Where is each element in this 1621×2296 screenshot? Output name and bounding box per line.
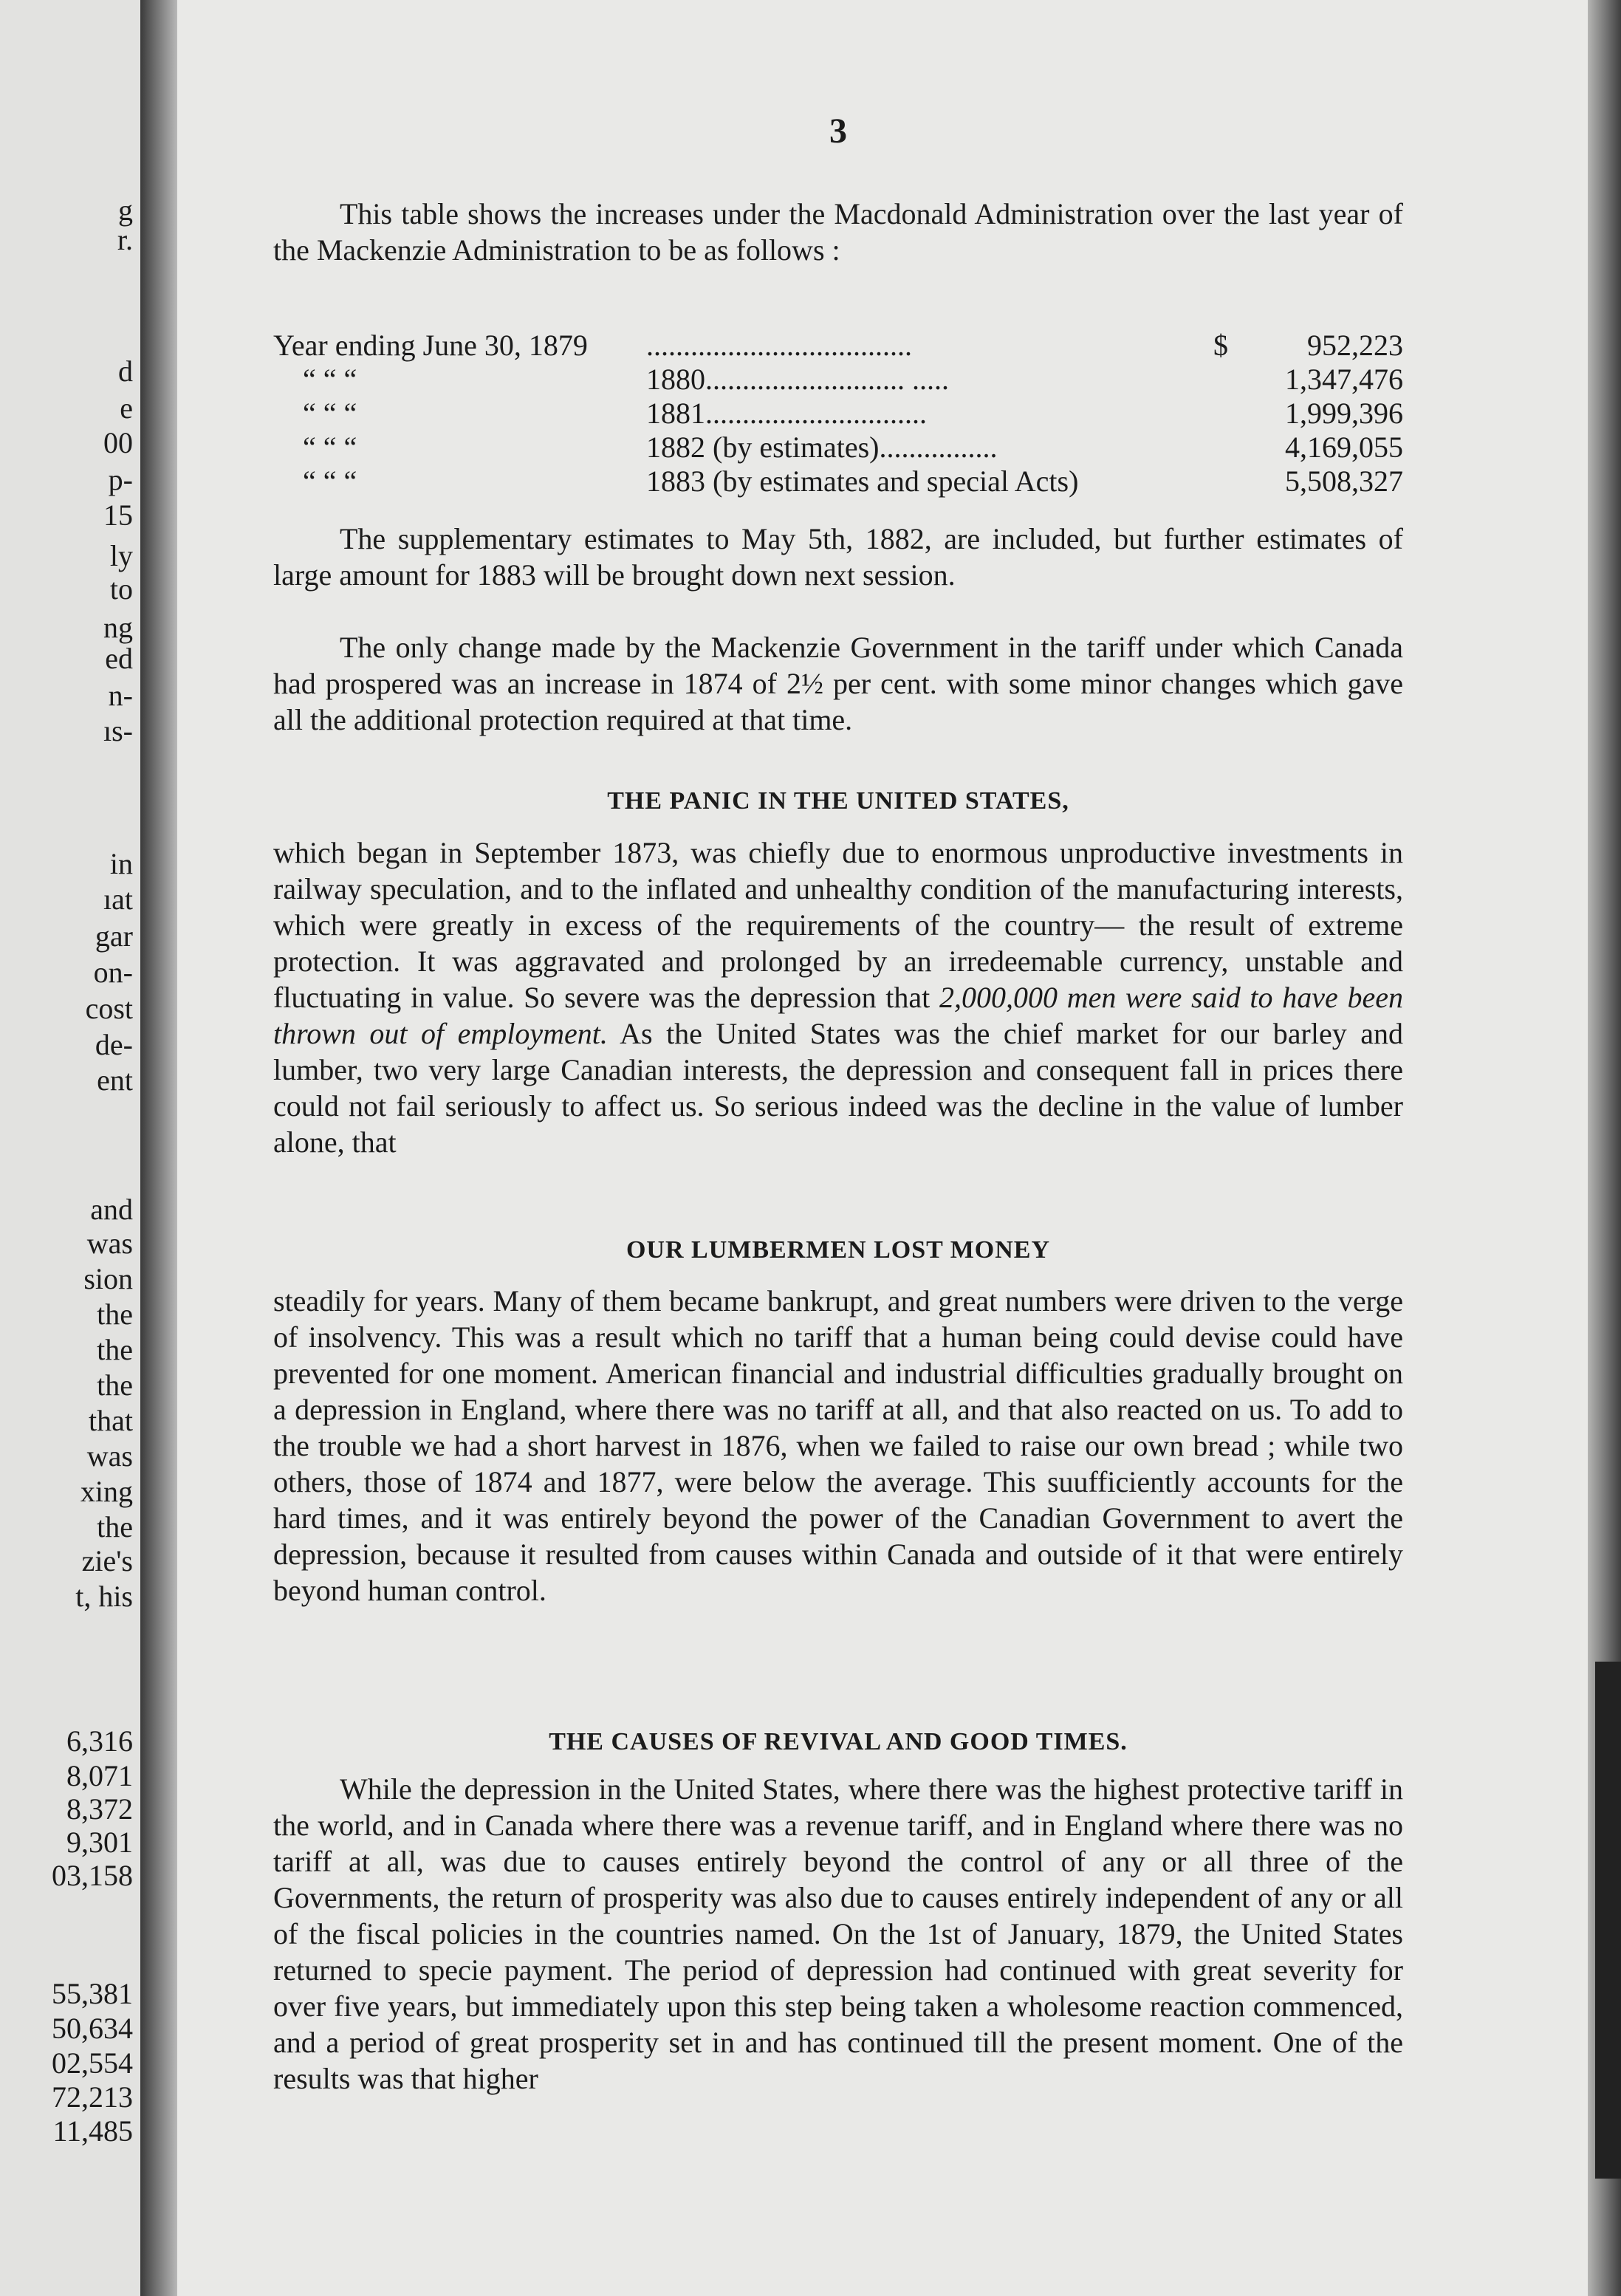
- dot-leader: ....................................: [646, 329, 912, 362]
- left-page-fragment: ng: [103, 611, 133, 644]
- left-page-fragment: 03,158: [52, 1859, 133, 1892]
- left-page-fragment: sion: [83, 1262, 133, 1295]
- left-page-fragment: was: [86, 1439, 133, 1473]
- table-row: [273, 431, 1403, 465]
- section-heading-lumbermen: OUR LUMBERMEN LOST MONEY: [626, 1236, 1051, 1264]
- left-page-fragment: ed: [105, 642, 133, 675]
- left-page-fragment: 55,381: [52, 1977, 133, 2010]
- table-row: [273, 363, 1403, 397]
- left-page-fragment: d: [118, 354, 133, 388]
- section-heading-panic: THE PANIC IN THE UNITED STATES,: [607, 787, 1069, 815]
- left-page-fragment: e: [120, 391, 133, 425]
- tariff-paragraph: The only change made by the Mackenzie Government in the tariff under which Canada had prospered was an increase in 1874 of 2½ per cent. with some minor changes which gave all the additional protection required at that time.: [273, 631, 1403, 736]
- panic-text: which began in September 1873, was chiefly due to enormous unproductive investments in railway speculation, and to the inflated and unhealthy condition of the manufacturing interests, which were greatly in excess of the requirements of the country— the result of extreme protection. It was aggravated and prolonged by an irredeemable currency, unstable and fluctuating in value. So severe was the depression that: [273, 836, 1403, 1014]
- left-page-fragment: to: [109, 572, 133, 606]
- page-number: 3: [829, 112, 847, 151]
- row-year: 1883 (by estimates and special Acts): [646, 465, 1079, 498]
- row-amount: 1,999,396: [1285, 397, 1403, 430]
- row-year: 1882 (by estimates): [646, 431, 880, 464]
- row-label: Year ending June 30, 1879: [273, 329, 588, 362]
- dot-leader: ........................... .....: [705, 363, 949, 396]
- left-page-fragment: 11,485: [52, 2114, 133, 2148]
- left-page-fragment: was: [86, 1227, 133, 1260]
- row-amount: 1,347,476: [1285, 363, 1403, 396]
- left-page-fragment: 72,213: [52, 2080, 133, 2114]
- book-gutter: [140, 0, 177, 2296]
- left-page-fragment: 6,316: [66, 1724, 133, 1758]
- intro-paragraph: This table shows the increases under the Macdonald Administration over the last year of the Mackenzie Administration to be as follows :: [273, 197, 1403, 267]
- ditto-marks: “ “ “: [303, 397, 357, 430]
- currency-symbol: $: [1213, 329, 1228, 362]
- left-page-fragment: r.: [117, 223, 133, 256]
- left-page-fragment: the: [97, 1368, 133, 1402]
- ditto-marks: “ “ “: [303, 465, 357, 498]
- table-row: [273, 397, 1403, 431]
- left-page-fragment: xing: [80, 1475, 133, 1508]
- left-page-fragment: de-: [95, 1028, 133, 1061]
- left-page-fragment: the: [97, 1510, 133, 1543]
- table-row: [273, 329, 1403, 363]
- section-heading-revival: THE CAUSES OF REVIVAL AND GOOD TIMES.: [549, 1728, 1128, 1755]
- dot-leader: ..............................: [705, 397, 927, 430]
- left-page-fragment: 9,301: [66, 1826, 133, 1859]
- left-page-fragment: 8,372: [66, 1792, 133, 1826]
- left-page-fragment: gar: [95, 919, 133, 953]
- revival-paragraph: While the depression in the United States, where there was the highest protective tariff in the world, and in Canada where there was a revenue tariff, and in England where there was no tariff at all, was due to causes entirely beyond the control of any or all three of the Governments, the return of prosperity was also due to causes entirely independent of any or all of the fiscal policies in the countries named. On the 1st of January, 1879, the United States returned to specie payment. The period of depression had continued with great severity for over five years, but immediately upon this step being taken a wholesome reaction commenced, and a period of great prosperity set in and has continued till the present moment. One of the results was that higher: [273, 1772, 1403, 2095]
- left-page-fragment: 50,634: [52, 2012, 133, 2045]
- left-page-fragment: n-: [108, 679, 133, 712]
- left-page-fragment: zie's: [81, 1544, 133, 1577]
- row-year: 1881: [646, 397, 705, 430]
- dot-leader: ................: [879, 431, 998, 464]
- left-page-fragment: 8,071: [66, 1759, 133, 1792]
- ditto-marks: “ “ “: [303, 363, 357, 396]
- left-page-fragment: the: [97, 1298, 133, 1331]
- left-page-fragment: 15: [103, 498, 133, 532]
- row-amount: 4,169,055: [1285, 431, 1403, 464]
- panic-emphasis: 2,000,000 men were said to have been thrown out of employment.: [273, 981, 1403, 1050]
- currency-symbol: [1199, 465, 1243, 498]
- left-page-fragment: ent: [97, 1063, 133, 1097]
- supplementary-paragraph: The supplementary estimates to May 5th, 1882, are included, but further estimates of large amount for 1883 will be brought down next session.: [273, 522, 1403, 592]
- facing-page-fragment: [0, 0, 140, 2296]
- left-page-fragment: 02,554: [52, 2046, 133, 2080]
- left-page-fragment: ly: [109, 539, 133, 572]
- left-page-fragment: t, his: [75, 1580, 133, 1613]
- left-page-fragment: 00: [103, 426, 133, 459]
- left-page-fragment: cost: [85, 992, 133, 1025]
- left-page-fragment: p-: [108, 463, 133, 496]
- left-page-fragment: g: [118, 193, 133, 227]
- left-page-fragment: on-: [93, 956, 133, 989]
- scan-edge-bar: [1595, 1662, 1621, 2179]
- document-page: [177, 0, 1588, 2296]
- row-amount: 5,508,327: [1285, 465, 1403, 498]
- row-amount: 952,223: [1307, 329, 1403, 362]
- increases-table: [273, 329, 1403, 498]
- currency-symbol: [1199, 363, 1243, 397]
- panic-text-end: As the United States was the chief market for our barley and lumber, two very large Canadian interests, the depression and consequent fall in prices there could not fail seriously to affect us. So serious indeed was the decline in the value of lumber alone, that: [273, 1017, 1403, 1159]
- left-page-fragment: ıs-: [103, 714, 133, 747]
- left-page-fragment: in: [109, 847, 133, 880]
- left-page-fragment: ıat: [103, 883, 133, 916]
- left-page-fragment: the: [97, 1333, 133, 1366]
- lumbermen-paragraph: steadily for years. Many of them became bankrupt, and great numbers were driven to the verge of insolvency. This was a result which no tariff that a human being could devise could have prevented for one moment. American financial and industrial difficulties gradually brought on a depression in England, where there was no tariff at all, and that also reacted on us. To add to the trouble we had a short harvest in 1876, when we failed to raise our own bread ; while two others, those of 1874 and 1877, were below the average. This suufficiently accounts for the hard times, and it was entirely beyond the power of the Canadian Government to avert the depression, because it resulted from causes within Canada and outside of it that were entirely beyond human control.: [273, 1284, 1403, 1607]
- row-year: 1880: [646, 363, 705, 396]
- ditto-marks: “ “ “: [303, 431, 357, 464]
- currency-symbol: [1199, 397, 1243, 431]
- left-page-fragment: that: [89, 1404, 133, 1437]
- currency-symbol: [1199, 431, 1243, 465]
- table-row: [273, 465, 1403, 498]
- panic-paragraph: [273, 835, 1403, 1160]
- left-page-fragment: and: [90, 1193, 133, 1226]
